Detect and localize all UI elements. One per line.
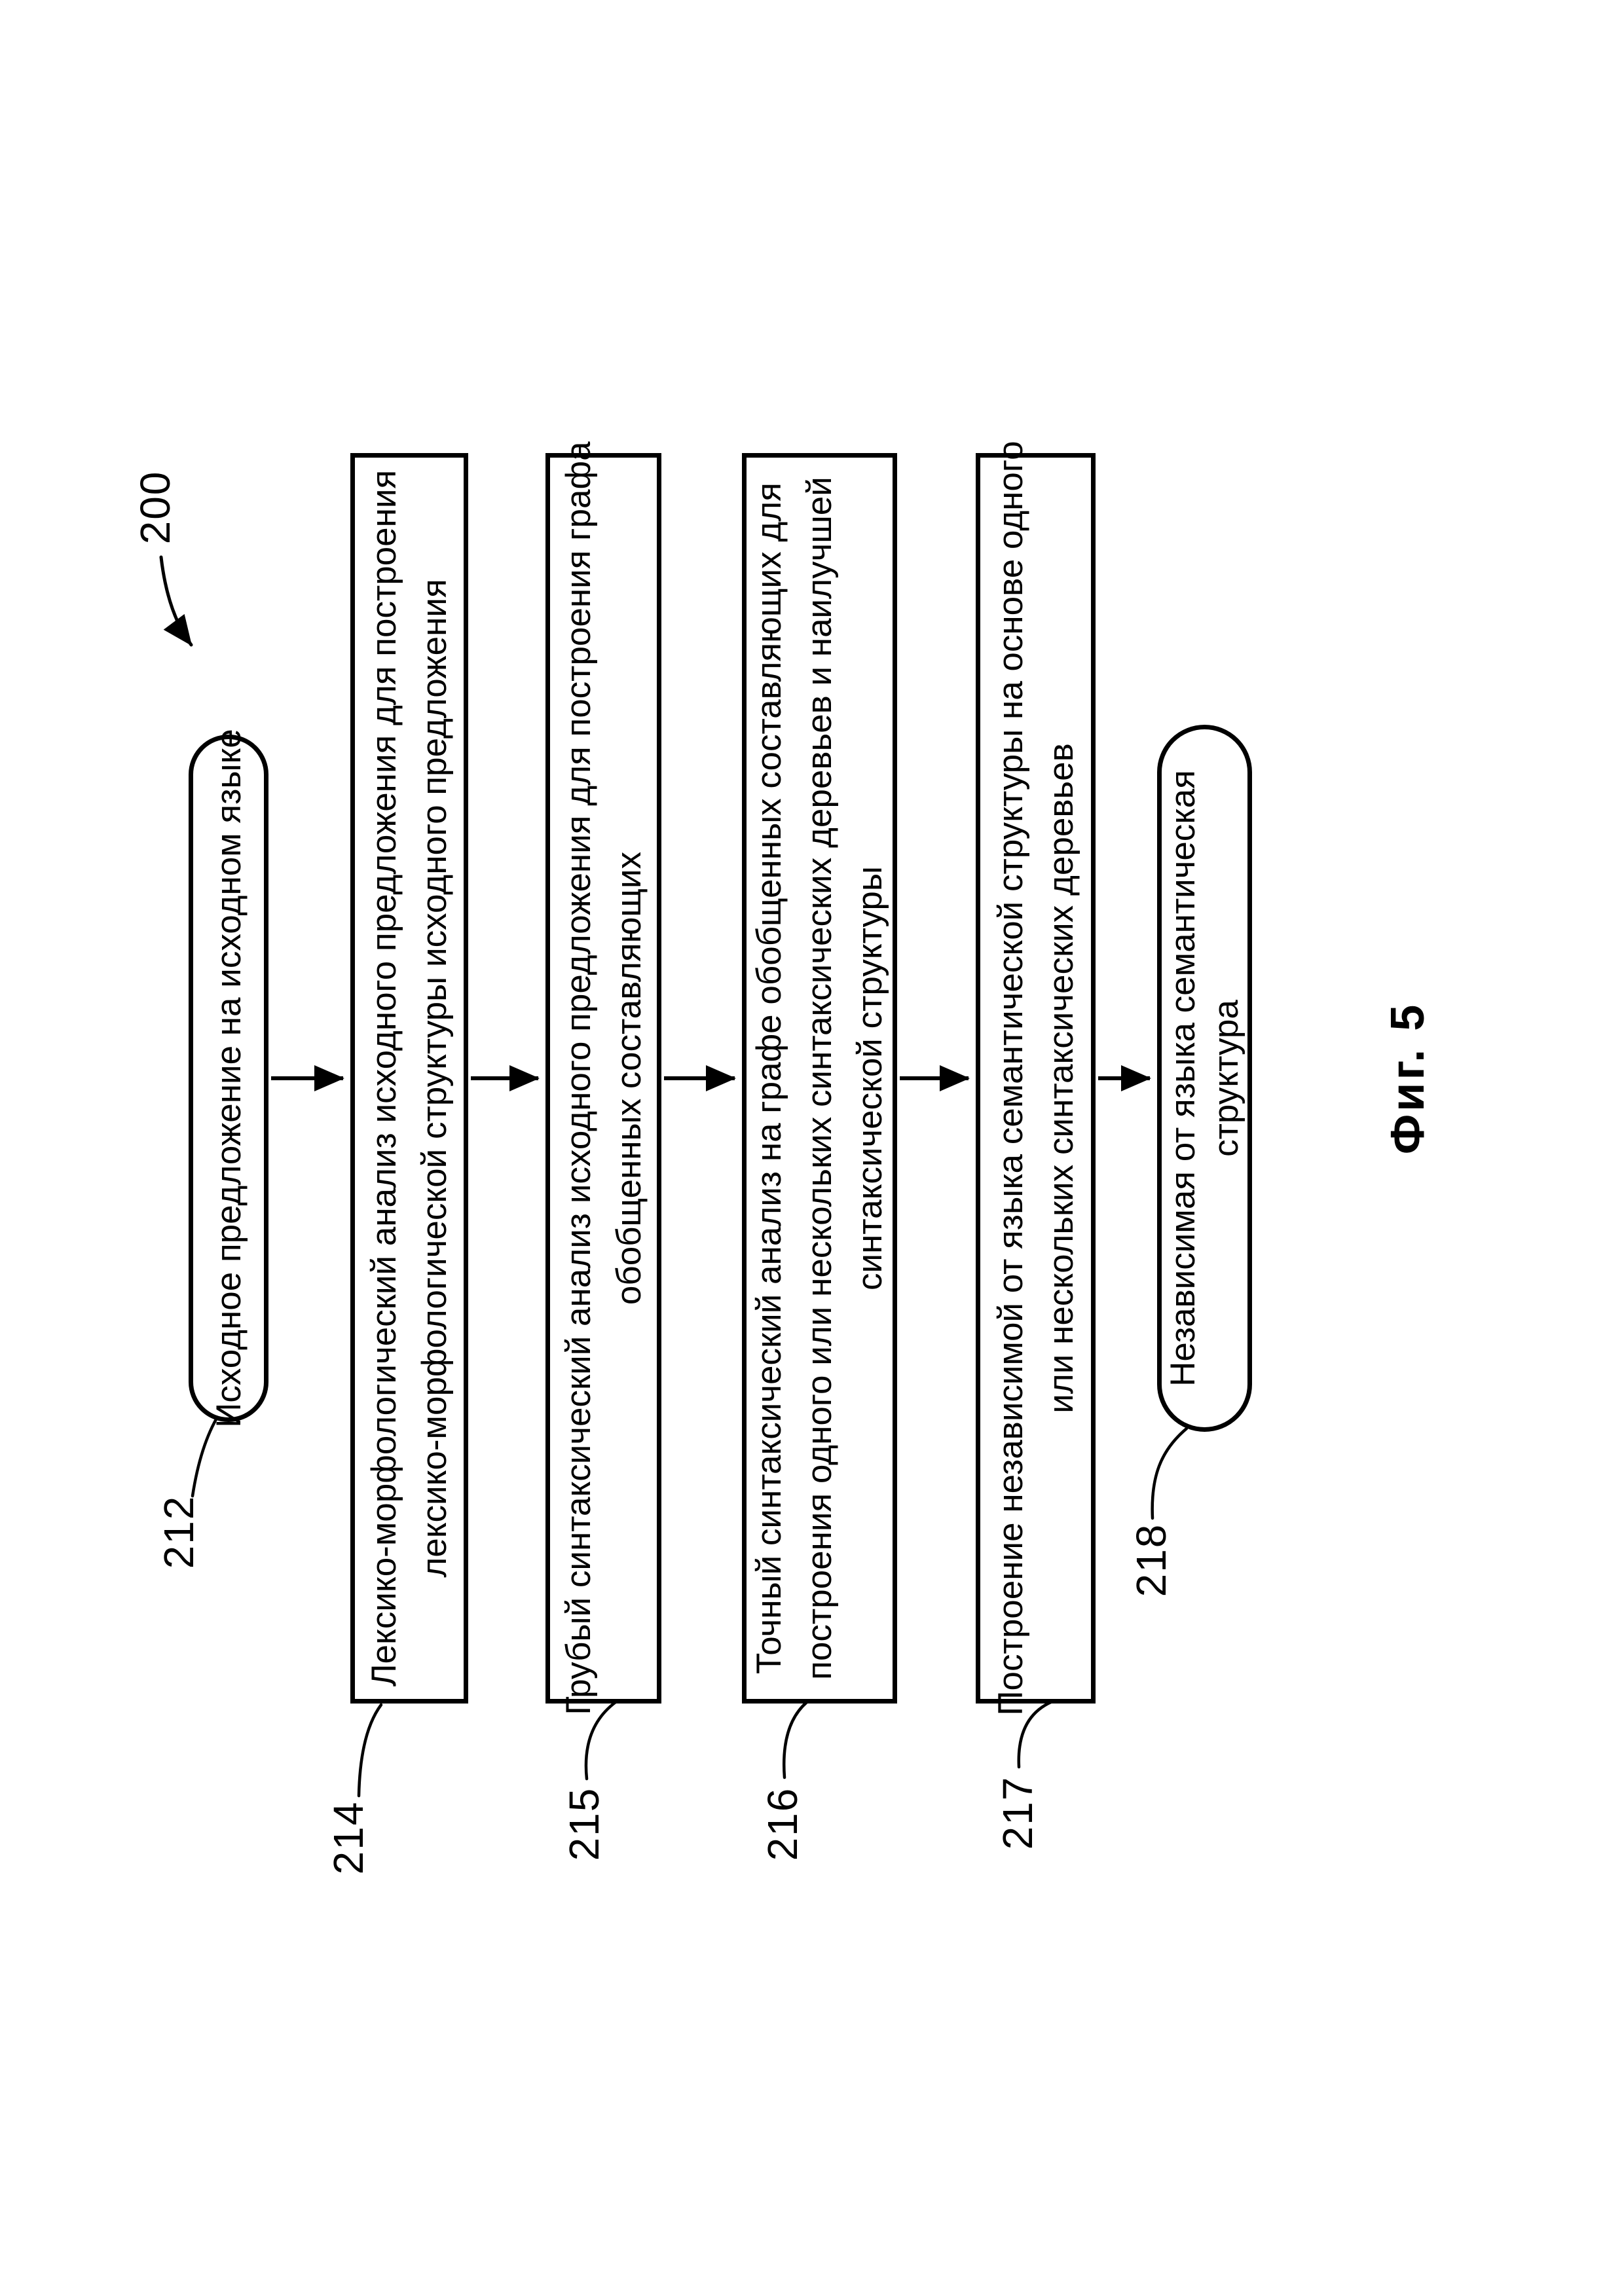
node-text-line: Лексико-морфологический анализ исходного предложения для построения <box>365 469 403 1687</box>
node-text-line: Точный синтаксический анализ на графе обобщенных составляющих для <box>750 483 788 1674</box>
reference-numeral-216: 216 <box>759 1787 806 1861</box>
node-text-line: Грубый синтаксический анализ исходного предложения для построения графа <box>559 441 598 1715</box>
node-text-line: структура <box>1206 1000 1246 1157</box>
reference-numeral-214: 214 <box>325 1800 372 1875</box>
figure-reference-number: 200 <box>132 470 179 545</box>
node-text-line: синтаксической структуры <box>851 866 889 1290</box>
leader-line-218 <box>1153 1429 1187 1518</box>
node-text-line: Исходное предложение на исходном языке <box>209 729 248 1428</box>
reference-numeral-217: 217 <box>994 1776 1041 1850</box>
leader-line-214 <box>359 1705 381 1796</box>
figure-reference-arrow <box>161 557 191 645</box>
process-box-precise-syntactic-analysis <box>742 453 897 1704</box>
node-text-line: Независимая от языка семантическая <box>1163 770 1202 1387</box>
leader-line-216 <box>784 1702 807 1777</box>
process-box-rough-syntactic-analysis <box>545 441 661 1715</box>
figure-caption: Фиг. 5 <box>1382 1002 1434 1155</box>
process-box-build-semantic-structure <box>976 441 1096 1716</box>
node-text-line: обобщенных составляющих <box>609 851 648 1305</box>
node-text-line: или нескольких синтаксических деревьев <box>1041 743 1080 1413</box>
start-terminal-source-sentence <box>189 729 268 1428</box>
end-terminal-semantic-structure <box>1157 725 1252 1432</box>
process-box-lexical-morphological-analysis <box>350 453 468 1704</box>
reference-numeral-215: 215 <box>561 1787 608 1861</box>
node-text-line: лексико-морфологической структуры исходного предложения <box>415 579 454 1578</box>
node-text-line: Построение независимой от языка семантической структуры на основе одного <box>991 441 1030 1716</box>
reference-numeral-218: 218 <box>1128 1523 1175 1597</box>
node-text-line: построения одного или нескольких синтаксических деревьев и наилучшей <box>800 477 839 1680</box>
reference-numeral-212: 212 <box>155 1495 202 1569</box>
